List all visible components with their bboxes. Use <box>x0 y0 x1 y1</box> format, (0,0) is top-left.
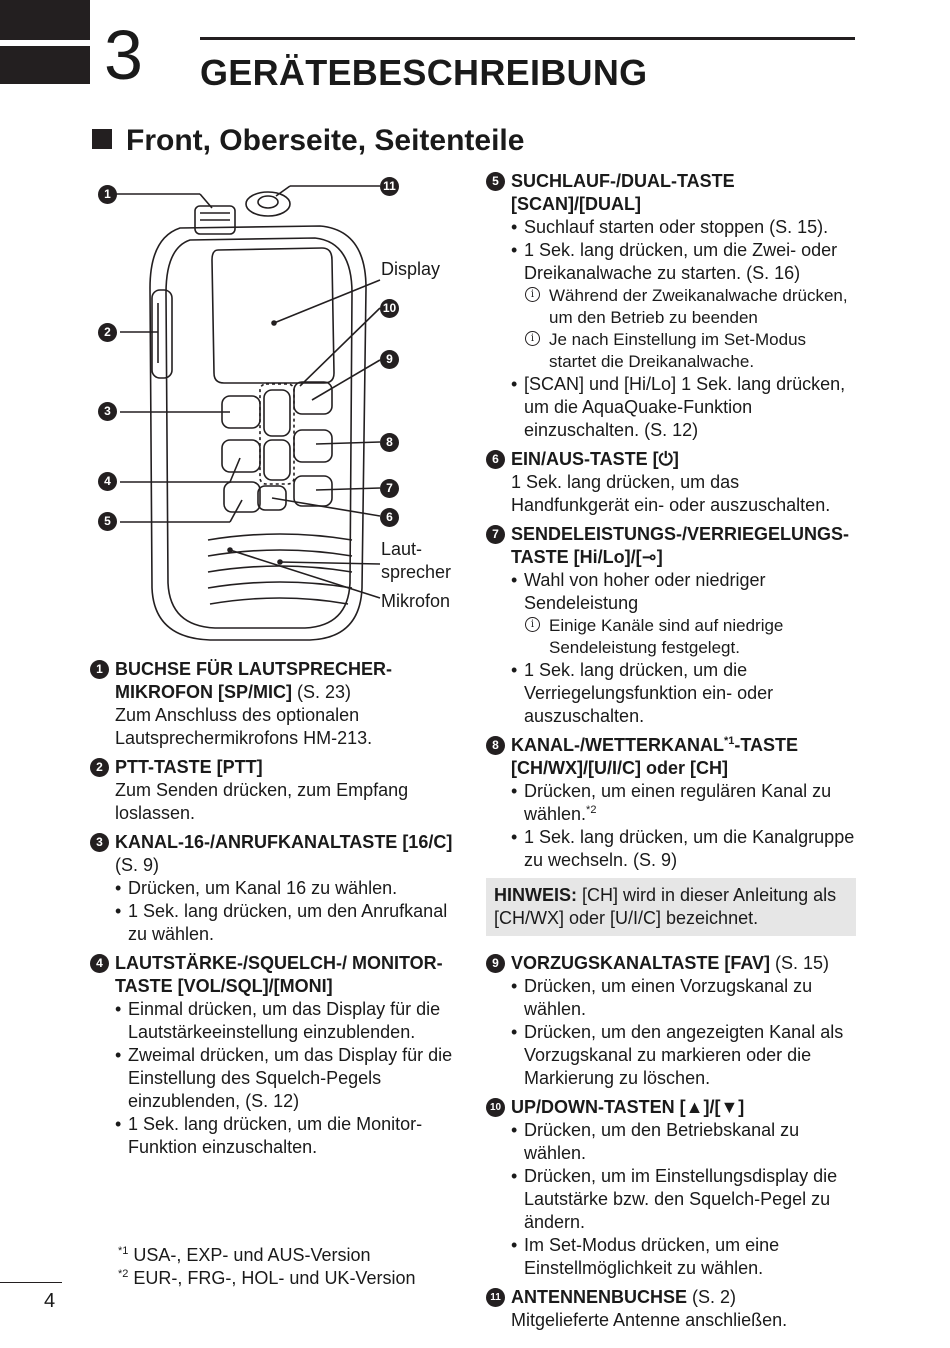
item-heading: PTT-TASTE [PTT] <box>115 757 263 777</box>
bullet: • Drücken, um einen regulären Kanal zu wählen.$^{*2}$ <box>511 780 856 826</box>
item-heading: SENDELEISTUNGS-/VERRIEGELUNGS-TASTE [Hi/Lo]/[⊸] <box>511 524 850 567</box>
page-number: 4 <box>44 1290 56 1312</box>
item-number-badge: 2 <box>90 758 109 777</box>
section-title: Front, Oberseite, Seitenteile <box>126 124 525 157</box>
section-heading <box>92 124 524 158</box>
callout-1: 1 <box>98 185 117 204</box>
ptt-side-key <box>152 290 172 378</box>
item-7 <box>486 523 856 728</box>
callout-7: 7 <box>380 479 399 498</box>
key-fav <box>294 382 332 414</box>
key-scan <box>224 482 260 512</box>
bullet: • Drücken, um Kanal 16 zu wählen. <box>115 877 460 900</box>
item-5 <box>486 170 856 442</box>
bullet: • 1 Sek. lang drücken, um den Anrufkanal zu wählen. <box>115 900 460 946</box>
key-vol-sql <box>222 440 260 472</box>
bullet: • Drücken, um einen Vorzugskanal zu wählen. <box>511 975 856 1021</box>
key-up <box>264 390 290 436</box>
bullet: • Drücken, um im Einstellungsdisplay die Lautstärke bzw. den Squelch-Pegel zu ändern. <box>511 1165 856 1234</box>
bullet: • Suchlauf starten oder stoppen (S. 15). <box>511 216 856 239</box>
callout-9: 9 <box>380 350 399 369</box>
item-number-badge: 8 <box>486 736 505 755</box>
item-heading: BUCHSE FÜR LAUTSPRECHER-MIKROFON [SP/MIC] (S. 23) <box>115 659 393 702</box>
bullet: • Zweimal drücken, um das Display für die Einstellung des Squelch-Pegels einzublenden, (S. 12) <box>115 1044 460 1113</box>
left-column <box>90 658 460 1165</box>
callout-6: 6 <box>380 508 399 527</box>
item-heading: LAUTSTÄRKE-/SQUELCH-/ MONITOR-TASTE [VOL/SQL]/[MONI] <box>115 953 443 996</box>
item-number-badge: 5 <box>486 172 505 191</box>
item-8 <box>486 734 856 872</box>
item-number-badge: 11 <box>486 1288 505 1307</box>
chapter-tab-bar <box>0 46 90 84</box>
footnote-2: $^{*2}$ EUR-, FRG-, HOL- und UK-Version <box>118 1268 416 1288</box>
chapter-tab-bar <box>0 0 90 40</box>
item-1 <box>90 658 460 750</box>
footnotes <box>118 1244 458 1290</box>
bullet: • 1 Sek. lang drücken, um die Verriegelungsfunktion ein- oder auszuschalten. <box>511 659 856 728</box>
item-number-badge: 6 <box>486 450 505 469</box>
bullet: • [SCAN] und [Hi/Lo] 1 Sek. lang drücken, um die AquaQuake-Funktion einzuschalten. (S. 12) <box>511 373 856 442</box>
item-6 <box>486 448 856 517</box>
item-10 <box>486 1096 856 1280</box>
info-note: i Einige Kanäle sind auf niedrige Sendeleistung festgelegt. <box>511 615 856 659</box>
item-heading: VORZUGSKANALTASTE [FAV] (S. 15) <box>511 953 830 973</box>
radio-body <box>150 226 366 640</box>
item-heading: UP/DOWN-TASTEN [▲]/[▼] <box>511 1097 745 1117</box>
item-number-badge: 3 <box>90 833 109 852</box>
item-number-badge: 1 <box>90 660 109 679</box>
bullet: • 1 Sek. lang drücken, um die Zwei- oder Dreikanalwache zu starten. (S. 16) <box>511 239 856 285</box>
display-window <box>212 248 334 383</box>
key-down <box>264 440 290 480</box>
item-text: Zum Senden drücken, zum Empfang loslassen. <box>115 780 409 823</box>
page-number-rule <box>0 1282 62 1283</box>
bullet: • Drücken, um den Betriebskanal zu wählen. <box>511 1119 856 1165</box>
label-speaker-2: sprecher <box>381 562 452 582</box>
chapter-number: 3 <box>104 16 143 94</box>
item-text: 1 Sek. lang drücken, um das Handfunkgerät ein- oder auszuschalten. <box>511 472 831 515</box>
chapter-rule <box>200 37 855 40</box>
item-number-badge: 7 <box>486 525 505 544</box>
callout-3: 3 <box>98 402 117 421</box>
item-11 <box>486 1286 856 1332</box>
item-9 <box>486 952 856 1090</box>
chapter-title: GERÄTEBESCHREIBUNG <box>200 52 648 93</box>
callout-5: 5 <box>98 512 117 531</box>
info-note: i Während der Zweikanalwache drücken, um den Betrieb zu beenden <box>511 285 856 329</box>
item-3 <box>90 831 460 946</box>
callout-10: 10 <box>380 299 399 318</box>
item-number-badge: 4 <box>90 954 109 973</box>
callout-8: 8 <box>380 433 399 452</box>
item-2 <box>90 756 460 825</box>
item-number-badge: 9 <box>486 954 505 973</box>
info-icon: i <box>525 617 540 632</box>
right-column <box>486 170 856 1338</box>
item-4 <box>90 952 460 1159</box>
item-number-badge: 10 <box>486 1098 505 1117</box>
square-bullet-icon <box>92 129 112 149</box>
callout-2: 2 <box>98 323 117 342</box>
item-text: Zum Anschluss des optionalen Lautsprechermikrofons HM-213. <box>115 705 373 748</box>
item-text: Mitgelieferte Antenne anschließen. <box>511 1310 788 1330</box>
hinweis-box: HINWEIS: [CH] wird in dieser Anleitung als [CH/WX] oder [U/I/C] bezeichnet. <box>486 878 856 936</box>
callout-4: 4 <box>98 472 117 491</box>
item-heading: EIN/AUS-TASTE [⏻] <box>511 449 679 469</box>
footnote-1: $^{*1}$ USA-, EXP- und AUS-Version <box>118 1245 371 1265</box>
key-hilo <box>294 476 332 506</box>
bullet: • Einmal drücken, um das Display für die Lautstärkeeinstellung einzublenden. <box>115 998 460 1044</box>
item-heading: KANAL-16-/ANRUFKANALTASTE [16/C] (S. 9) <box>115 832 453 875</box>
info-icon: i <box>525 287 540 302</box>
bullet: • 1 Sek. lang drücken, um die Kanalgruppe zu wechseln. (S. 9) <box>511 826 856 872</box>
item-heading: ANTENNENBUCHSE (S. 2) <box>511 1287 737 1307</box>
key-ch <box>294 430 332 462</box>
bullet: • Wahl von hoher oder niedriger Sendeleistung <box>511 569 856 615</box>
bullet: • 1 Sek. lang drücken, um die Monitor-Funktion einzuschalten. <box>115 1113 460 1159</box>
info-icon: i <box>525 331 540 346</box>
callout-11: 11 <box>380 177 399 196</box>
item-heading: KANAL-/WETTERKANAL$^{*1}$-TASTE [CH/WX]/[U/I/C] oder [CH] <box>511 735 799 778</box>
label-display: Display <box>381 259 441 279</box>
bullet: • Im Set-Modus drücken, um eine Einstellmöglichkeit zu wählen. <box>511 1234 856 1280</box>
info-note: i Je nach Einstellung im Set-Modus startet die Dreikanalwache. <box>511 329 856 373</box>
label-speaker-1: Laut- <box>381 539 423 559</box>
label-mic: Mikrofon <box>381 591 451 611</box>
item-heading: SUCHLAUF-/DUAL-TASTE [SCAN]/[DUAL] <box>511 171 735 214</box>
bullet: • Drücken, um den angezeigten Kanal als Vorzugskanal zu markieren oder die Markierung zu löschen. <box>511 1021 856 1090</box>
